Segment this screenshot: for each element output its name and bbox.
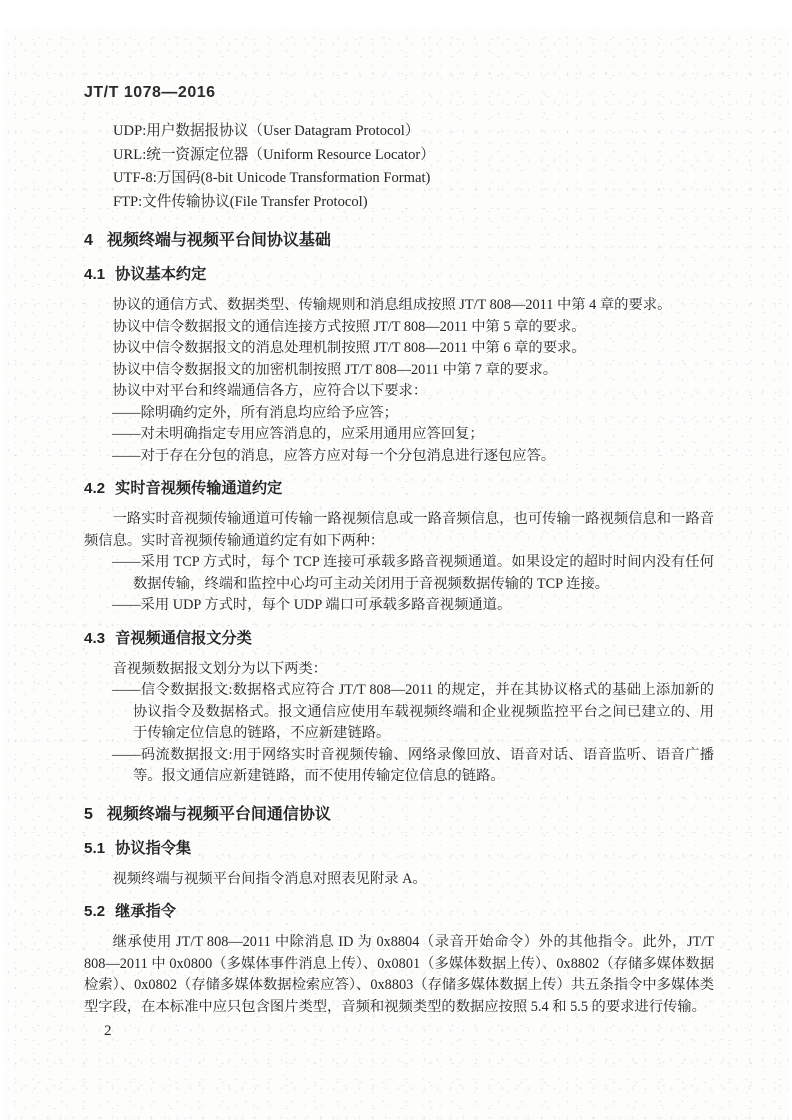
dash-item: ——采用 TCP 方式时，每个 TCP 连接可承载多路音视频通道。如果设定的超时时间内没有任何数据传输，终端和监控中心均可主动关闭用于音视频数据传输的 TCP 连接。 <box>112 554 714 592</box>
chapter-title: 视频终端与视频平台间协议基础 <box>106 232 331 249</box>
abbreviation-definitions <box>113 120 714 214</box>
paragraph: 一路实时音视频传输通道可传输一路视频信息或一路音频信息，也可传输一路视频信息和一路音频信息。实时音视频传输通道约定有如下两种： <box>84 511 714 549</box>
chapter-heading <box>84 232 714 250</box>
dash-item: ——除明确约定外，所有消息均应给予应答； <box>112 404 398 421</box>
section-heading <box>84 630 714 647</box>
document-body <box>84 232 714 1018</box>
section-heading <box>84 903 714 920</box>
section-number: 5.2 <box>84 903 106 920</box>
definition-line: UDP:用户数据报协议（User Datagram Protocol） <box>113 123 420 139</box>
section-heading <box>84 266 714 283</box>
dash-item: ——采用 UDP 方式时，每个 UDP 端口可承载多路音视频通道。 <box>112 597 512 613</box>
section-number: 4.1 <box>84 266 106 283</box>
page-number: 2 <box>104 1023 112 1039</box>
paragraph: 继承使用 JT/T 808—2011 中除消息 ID 为 0x8804（录音开始命令）外的其他指令。此外，JT/T 808—2011 中 0x0800（多媒体事件消息上传）、0x0801（多媒体数据上传）、0x8802（存储多媒体数据检索）、0x0802（存储多媒体数据检索应答）、0x8803（存储多媒体数据上传）共五条指令中多媒体类型字段，在本标准中应只包含图片类型，音频和视频类型的数据应按照 5.4 和 5.5 的要求进行传输。 <box>84 934 714 1015</box>
paragraph: 协议中信令数据报文的消息处理机制按照 JT/T 808—2011 中第 6 章的要求。 <box>112 340 586 356</box>
page-content <box>4 28 714 1018</box>
definition-line: FTP:文件传输协议(File Transfer Protocol) <box>113 193 368 210</box>
chapter-number: 5 <box>84 805 93 823</box>
section-title: 继承指令 <box>115 903 176 920</box>
paragraph: 协议的通信方式、数据类型、传输规则和消息组成按照 JT/T 808—2011 中第 4 章的要求。 <box>112 297 672 313</box>
section-heading <box>84 480 714 497</box>
section-heading <box>84 840 714 857</box>
paragraph: 协议中信令数据报文的加密机制按照 JT/T 808—2011 中第 7 章的要求。 <box>112 361 557 378</box>
paragraph: 视频终端与视频平台间指令消息对照表见附录 A。 <box>112 870 427 887</box>
paragraph: 协议中信令数据报文的通信连接方式按照 JT/T 808—2011 中第 5 章的要求。 <box>112 318 586 335</box>
dash-item: ——对未明确指定专用应答消息的，应采用通用应答回复； <box>112 426 484 442</box>
dash-item: ——码流数据报文:用于网络实时音视频传输、网络录像回放、语音对话、语音监听、语音广播等。报文通信应新建链路，而不使用传输定位信息的链路。 <box>112 746 714 784</box>
dash-item: ——信令数据报文:数据格式应符合 JT/T 808—2011 的规定，并在其协议格式的基础上添加新的协议指令及数据格式。报文通信应使用车载视频终端和企业视频监控平台之间已建立的、用于传输定位信息的链路，不应新建链路。 <box>112 682 714 741</box>
standard-number-header: JT/T 1078—2016 <box>84 84 216 101</box>
section-title: 协议指令集 <box>115 839 192 857</box>
chapter-heading <box>84 806 714 824</box>
section-number: 4.2 <box>84 480 106 497</box>
chapter-title: 视频终端与视频平台间通信协议 <box>106 805 331 823</box>
definition-line: URL:统一资源定位器（Uniform Resource Locator） <box>113 146 435 163</box>
dash-item: ——对于存在分包的消息，应答方应对每一个分包消息进行逐包应答。 <box>112 447 556 464</box>
section-number: 5.1 <box>84 839 106 857</box>
section-title: 音视频通信报文分类 <box>115 629 252 647</box>
chapter-number: 4 <box>84 232 93 249</box>
section-title: 协议基本约定 <box>115 266 207 283</box>
section-title: 实时音视频传输通道约定 <box>115 480 283 497</box>
document-page <box>4 28 789 1120</box>
definition-line: UTF-8:万国码(8-bit Unicode Transformation Format) <box>113 170 431 186</box>
paragraph: 音视频数据报文划分为以下两类： <box>112 660 328 677</box>
section-number: 4.3 <box>84 629 106 647</box>
paragraph: 协议中对平台和终端通信各方，应符合以下要求： <box>112 383 428 399</box>
